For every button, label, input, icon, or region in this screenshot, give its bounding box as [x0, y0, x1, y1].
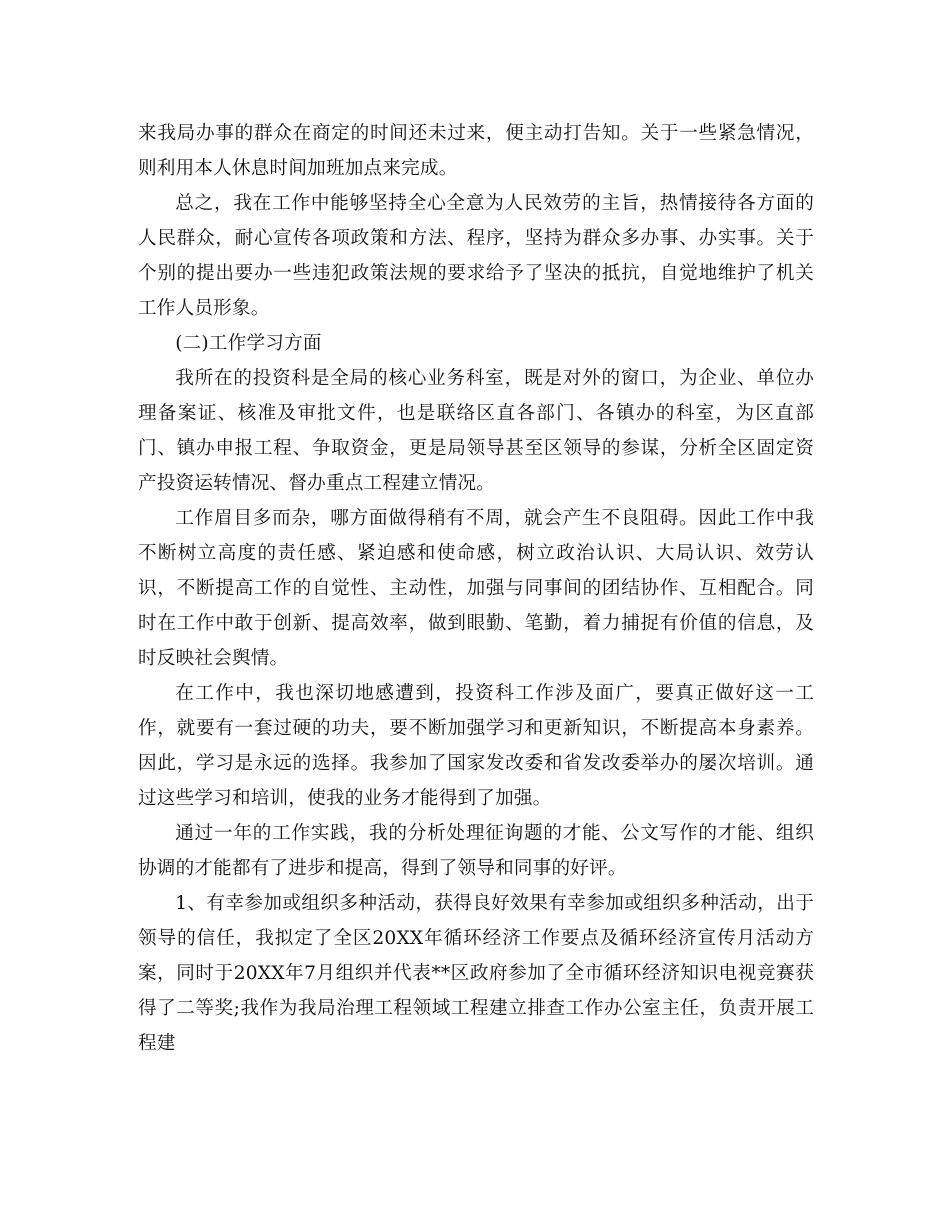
paragraph-work-attitude: 工作眉目多而杂，哪方面做得稍有不周，就会产生不良阻碍。因此工作中我不断树立高度的责任感、紧迫感和使命感，树立政治认识、大局认识、效劳认识，不断提高工作的自觉性、主动性，加强与同事间的团结协作、互相配合。同时在工作中敢于创新、提高效率，做到眼勤、笔勤，着力捕捉有价值的信息，及时反映社会舆情。 — [138, 508, 814, 669]
paragraph-progress: 通过一年的工作实践，我的分析处理征询题的才能、公文写作的才能、组织协调的才能都有了进步和提高，得到了领导和同事的好评。 — [138, 823, 814, 879]
paragraph-investment-section: 我所在的投资科是全局的核心业务科室，既是对外的窗口，为企业、单位办理备案证、核准及审批文件，也是联络区直各部门、各镇办的科室，为区直部门、镇办申报工程、争取资金，更是局领导甚至区领导的参谋，分析全区固定资产投资运转情况、督办重点工程建立情况。 — [138, 368, 814, 494]
document-body — [138, 116, 814, 1061]
paragraph-continuation: 来我局办事的群众在商定的时间还未过来，便主动打告知。关于一些紧急情况，则利用本人休息时间加班加点来完成。 — [138, 123, 814, 179]
paragraph-summary: 总之，我在工作中能够坚持全心全意为人民效劳的主旨，热情接待各方面的人民群众，耐心宣传各项政策和方法、程序，坚持为群众多办事、办实事。关于个别的提出要办一些违犯政策法规的要求给予了坚决的抵抗，自觉地维护了机关工作人员形象。 — [138, 193, 814, 319]
paragraph-learning: 在工作中，我也深切地感遭到，投资科工作涉及面广，要真正做好这一工作，就要有一套过硬的功夫，要不断加强学习和更新知识，不断提高本身素养。因此，学习是永远的选择。我参加了国家发改委和省发改委举办的屡次培训。通过这些学习和培训，使我的业务才能得到了加强。 — [138, 683, 814, 809]
paragraph-activities: 1、有幸参加或组织多种活动，获得良好效果有幸参加或组织多种活动，出于领导的信任，我拟定了全区20XX年循环经济工作要点及循环经济宣传月活动方案，同时于20XX年7月组织并代表**区政府参加了全市循环经济知识电视竞赛获得了二等奖;我作为我局治理工程领域工程建立排查工作办公室主任，负责开展工程建 — [138, 893, 814, 1054]
section-heading-work-study: (二)工作学习方面 — [175, 333, 322, 354]
